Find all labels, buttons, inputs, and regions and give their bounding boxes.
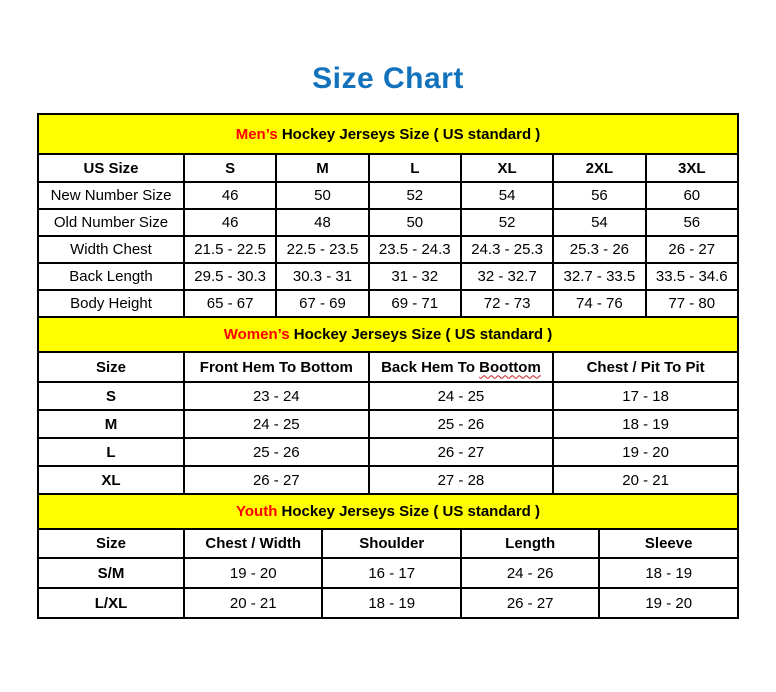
column-header: Shoulder xyxy=(322,529,460,558)
size-value-cell: 16 - 17 xyxy=(322,558,460,588)
row-label: Width Chest xyxy=(38,236,184,263)
size-value-cell: 24 - 25 xyxy=(369,382,554,410)
size-value-cell: 29.5 - 30.3 xyxy=(184,263,276,290)
row-label: Back Length xyxy=(38,263,184,290)
column-header: S xyxy=(184,154,276,182)
size-value-cell: 46 xyxy=(184,182,276,209)
table-row xyxy=(38,410,738,438)
size-value-cell: 52 xyxy=(461,209,553,236)
page-title: Size Chart xyxy=(312,62,464,95)
size-value-cell: 72 - 73 xyxy=(461,290,553,317)
size-value-cell: 33.5 - 34.6 xyxy=(646,263,738,290)
size-value-cell: 46 xyxy=(184,209,276,236)
size-value-cell: 26 - 27 xyxy=(184,466,369,494)
size-value-cell: 19 - 20 xyxy=(599,588,738,618)
mens-header-row xyxy=(38,154,738,182)
row-label: S xyxy=(38,382,184,410)
size-value-cell: 25 - 26 xyxy=(184,438,369,466)
size-value-cell: 24 - 26 xyxy=(461,558,599,588)
row-label: Body Height xyxy=(38,290,184,317)
row-label: Old Number Size xyxy=(38,209,184,236)
row-label: L xyxy=(38,438,184,466)
size-value-cell: 32 - 32.7 xyxy=(461,263,553,290)
size-value-cell: 23 - 24 xyxy=(184,382,369,410)
column-header: L xyxy=(369,154,461,182)
table-row xyxy=(38,438,738,466)
womens-header-row xyxy=(38,352,738,382)
size-value-cell: 22.5 - 23.5 xyxy=(276,236,368,263)
column-header: M xyxy=(276,154,368,182)
table-row xyxy=(38,382,738,410)
youth-header-row xyxy=(38,529,738,558)
mens-section-title-text: Hockey Jerseys Size ( US standard ) xyxy=(281,125,541,143)
size-chart-container xyxy=(37,113,739,619)
size-value-cell: 18 - 19 xyxy=(599,558,738,588)
womens-section-title xyxy=(38,317,738,352)
column-header: XL xyxy=(461,154,553,182)
row-label: S/M xyxy=(38,558,184,588)
column-header: Sleeve xyxy=(599,529,738,558)
size-value-cell: 60 xyxy=(646,182,738,209)
size-value-cell: 18 - 19 xyxy=(553,410,738,438)
size-value-cell: 20 - 21 xyxy=(553,466,738,494)
size-value-cell: 23.5 - 24.3 xyxy=(369,236,461,263)
table-row xyxy=(38,209,738,236)
table-row xyxy=(38,236,738,263)
mens-section-keyword: Men’s xyxy=(235,125,278,143)
size-value-cell: 52 xyxy=(369,182,461,209)
womens-section-keyword: Women’s xyxy=(223,326,290,343)
misspelled-word: Boottom xyxy=(479,358,541,376)
table-row xyxy=(38,466,738,494)
size-value-cell: 56 xyxy=(646,209,738,236)
youth-section-title xyxy=(38,494,738,529)
column-header: Chest / Pit To Pit xyxy=(553,352,738,382)
table-row xyxy=(38,588,738,618)
row-label: M xyxy=(38,410,184,438)
womens-section-title-text: Hockey Jerseys Size ( US standard ) xyxy=(293,326,553,343)
size-value-cell: 20 - 21 xyxy=(184,588,322,618)
size-chart-table xyxy=(37,113,739,619)
size-value-cell: 25 - 26 xyxy=(369,410,554,438)
youth-section-band-row xyxy=(38,494,738,529)
size-value-cell: 21.5 - 22.5 xyxy=(184,236,276,263)
row-label: New Number Size xyxy=(38,182,184,209)
womens-section-band-row xyxy=(38,317,738,352)
column-header: 2XL xyxy=(553,154,645,182)
column-header xyxy=(369,352,554,382)
table-row xyxy=(38,558,738,588)
column-header: Chest / Width xyxy=(184,529,322,558)
size-value-cell: 74 - 76 xyxy=(553,290,645,317)
table-row xyxy=(38,290,738,317)
size-value-cell: 25.3 - 26 xyxy=(553,236,645,263)
size-value-cell: 31 - 32 xyxy=(369,263,461,290)
size-value-cell: 54 xyxy=(461,182,553,209)
column-header: Size xyxy=(38,529,184,558)
size-value-cell: 24.3 - 25.3 xyxy=(461,236,553,263)
size-value-cell: 19 - 20 xyxy=(184,558,322,588)
size-value-cell: 50 xyxy=(276,182,368,209)
size-value-cell: 65 - 67 xyxy=(184,290,276,317)
size-value-cell: 67 - 69 xyxy=(276,290,368,317)
size-value-cell: 69 - 71 xyxy=(369,290,461,317)
size-value-cell: 54 xyxy=(553,209,645,236)
size-value-cell: 56 xyxy=(553,182,645,209)
size-value-cell: 77 - 80 xyxy=(646,290,738,317)
column-header: Front Hem To Bottom xyxy=(184,352,369,382)
column-header: Length xyxy=(461,529,599,558)
row-label: L/XL xyxy=(38,588,184,618)
size-value-cell: 48 xyxy=(276,209,368,236)
size-value-cell: 18 - 19 xyxy=(322,588,460,618)
table-row xyxy=(38,263,738,290)
size-value-cell: 17 - 18 xyxy=(553,382,738,410)
table-row xyxy=(38,182,738,209)
size-value-cell: 32.7 - 33.5 xyxy=(553,263,645,290)
row-label: XL xyxy=(38,466,184,494)
size-value-cell: 50 xyxy=(369,209,461,236)
column-header-text: Back Hem To xyxy=(381,358,475,376)
size-value-cell: 27 - 28 xyxy=(369,466,554,494)
youth-section-title-text: Hockey Jerseys Size ( US standard ) xyxy=(281,503,540,520)
size-value-cell: 26 - 27 xyxy=(369,438,554,466)
youth-section-keyword: Youth xyxy=(236,503,278,520)
size-value-cell: 19 - 20 xyxy=(553,438,738,466)
column-header: Size xyxy=(38,352,184,382)
size-value-cell: 26 - 27 xyxy=(646,236,738,263)
column-header: 3XL xyxy=(646,154,738,182)
mens-section-band-row xyxy=(38,114,738,154)
column-header: US Size xyxy=(38,154,184,182)
mens-section-title xyxy=(38,114,738,154)
size-value-cell: 24 - 25 xyxy=(184,410,369,438)
size-value-cell: 26 - 27 xyxy=(461,588,599,618)
size-value-cell: 30.3 - 31 xyxy=(276,263,368,290)
